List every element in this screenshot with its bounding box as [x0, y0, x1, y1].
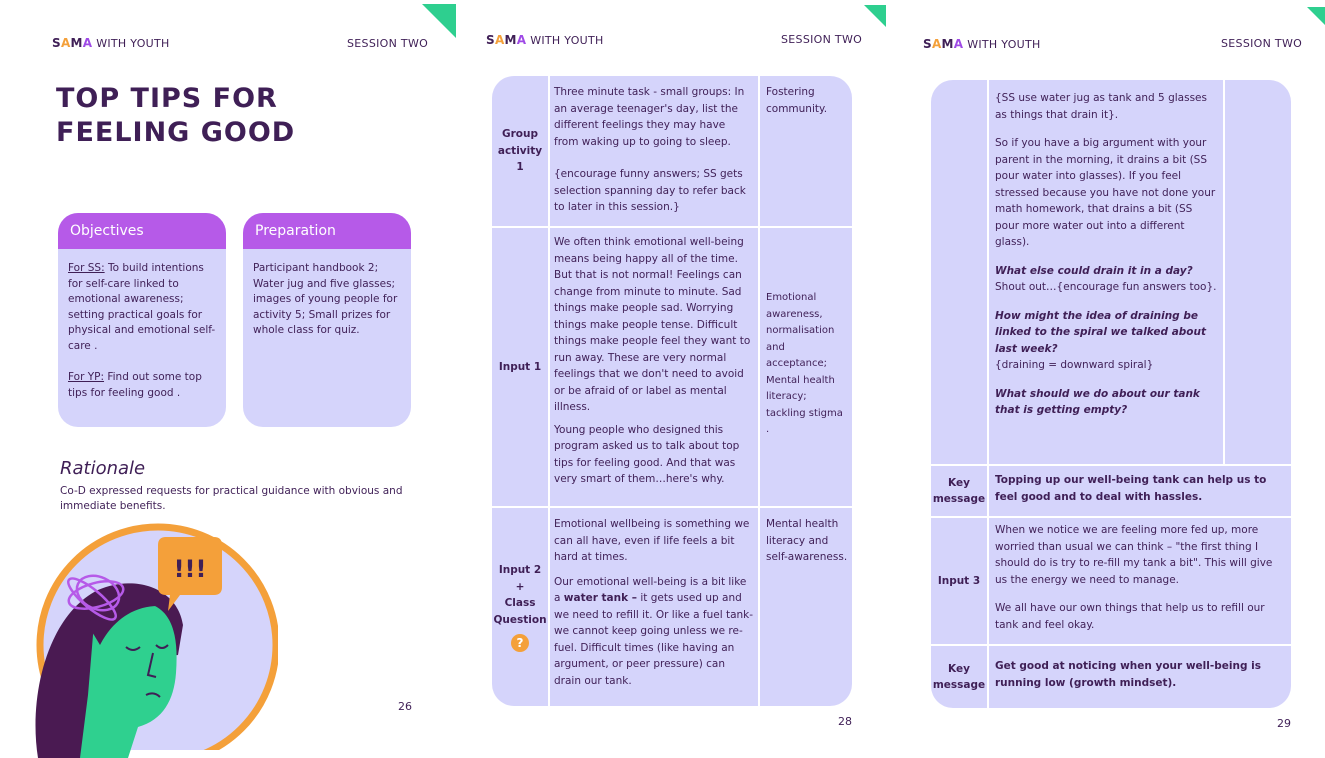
session-table: [492, 76, 852, 706]
row-label-key-message-2: Key message: [932, 662, 986, 691]
input-2-note: Mental health literacy and self-awareness.: [766, 518, 848, 563]
corner-triangle: [422, 4, 456, 38]
bubble-text: !!!: [173, 555, 207, 583]
page-28: [466, 0, 886, 758]
preparation-text: Participant handbook 2; Water jug and five glasses; images of young people for activity 5; Small prizes for whole class for quiz.: [253, 262, 398, 336]
objectives-yp: For YP: Find out some top tips for feeling good .: [68, 371, 202, 399]
session-table: [931, 80, 1291, 708]
row-label-key-message: Key message: [932, 476, 986, 505]
session-label: SESSION TWO: [781, 33, 863, 46]
objectives-header: Objectives: [58, 213, 226, 249]
key-message-1-text: Topping up our well-being tank can help us to feel good and to deal with hassles.: [995, 474, 1267, 503]
group-activity-1-content: Three minute task - small groups: In an average teenager's day, list the different feelings they may have from waking up to going to sleep. {encourage funny answers; SS gets selection spanning day to refer back to later in this session.}: [554, 86, 746, 213]
input-2-content: Emotional wellbeing is something we can all have, even if life feels a bit hard at times. Our emotional well-being is a bit like a water tank – it gets used up and we need to refill it. Or like a fuel tank- we cannot keep going unless we re-fuel. Difficult times (like having an argument, or peer pressure) can drain our tank.: [554, 518, 754, 687]
page-title: TOP TIPS FOR FEELING GOOD: [56, 83, 296, 148]
page-29: [905, 0, 1325, 758]
corner-triangle: [864, 5, 886, 27]
session-label: SESSION TWO: [1221, 37, 1303, 50]
brand-logo: SAMA WITH YOUTH: [923, 37, 1041, 51]
group-activity-1-note: Fostering community.: [766, 86, 828, 115]
objectives-card: [58, 213, 226, 427]
page-number: 29: [1277, 717, 1291, 730]
page-number: 28: [838, 715, 852, 728]
preparation-card: [243, 213, 411, 427]
input-3-content: When we notice we are feeling more fed up, more worried than usual we can think – "the first thing I should do is try to re-fill my tank a bit". This will give us the energy we need to manage. We all have our own things that help us to refill our tank and feel okay.: [995, 524, 1273, 631]
tank-demo-content: {SS use water jug as tank and 5 glasses as things that drain it}. So if you have a big argument with your parent in the morning, it drains a bit (SS pour water into glasses). If you feel stressed because you have not done your math homework, that drains a bit (SS pour more water out into a different glass). What else could drain it in a day? Shout out…{encourage fun answers too}. How might the idea of draining be linked to the spiral we talked about last week? {draining = downward spiral} What should we do about our tank that is getting empty?: [995, 92, 1217, 416]
row-label-input-2: Input 2 + Class Question ?: [493, 564, 547, 650]
input-1-note: Emotional awareness, normalisation and acceptance; Mental health literacy; tackling stigma .: [766, 292, 843, 435]
input-1-content: We often think emotional well-being means being happy all of the time. But that is not normal! Feelings can change from minute to minute. Sad things make people sad. Worrying things make people tense. Difficult things make people feel they want to run away. These are very normal feelings that we don't need to avoid or be afraid of or label as mental illness. Young people who designed this program asked us to talk about top tips for feeling good. And that was very smart of them…here's why.: [554, 236, 751, 485]
page-26: [18, 0, 456, 758]
person-illustration: [18, 495, 278, 758]
brand-logo: SAMA WITH YOUTH: [52, 36, 170, 50]
rationale-text: Co-D expressed requests for practical guidance with obvious and immediate benefits.: [60, 485, 403, 512]
brand-logo: SAMA WITH YOUTH: [486, 33, 604, 47]
key-message-2-text: Get good at noticing when your well-being is running low (growth mindset).: [995, 660, 1261, 689]
row-label-input-1: Input 1: [498, 360, 542, 373]
corner-triangle: [1307, 7, 1325, 25]
row-label-group-activity-1: Group activity 1: [497, 128, 543, 174]
preparation-header: Preparation: [243, 213, 411, 249]
rationale-title: Rationale: [60, 458, 146, 479]
question-icon: ?: [511, 634, 529, 652]
page-number: 26: [398, 700, 412, 713]
objectives-ss: For SS: To build intentions for self-care linked to emotional awareness; setting practical goals for physical and emotional self-care .: [68, 262, 216, 352]
session-label: SESSION TWO: [347, 37, 429, 50]
row-label-input-3: Input 3: [937, 574, 981, 587]
